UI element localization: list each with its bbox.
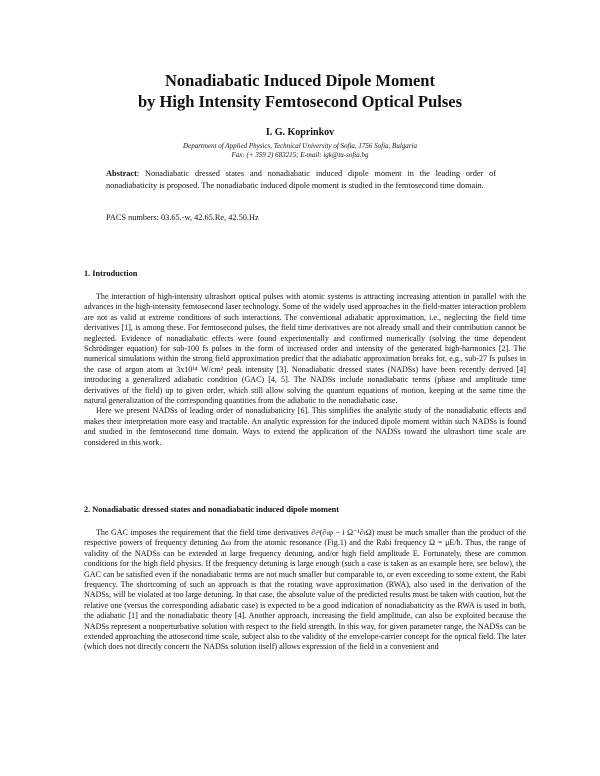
section-1-heading: 1. Introduction [84,269,138,278]
abstract [106,168,496,191]
section-2-heading: 2. Nonadiabatic dressed states and nonadiabatic induced dipole moment [84,505,340,514]
section-1-paragraph-1: The interaction of high-intensity ultrashort optical pulses with atomic systems is attracting increasing attention in parallel with the advances in the high-intensity femtosecond laser technology. Some of the widely used approaches in the field-matter interaction problem are not as valid at extreme conditions of such interactions. The conventional adiabatic approximation, i.e., neglecting the field time derivatives [1], is among these. For femtosecond pulses, the field time derivatives are not already small and their contribution cannot be neglected. Evidence of nonadiabatic effects were found experimentally and confirmed numerically (solving the time dependent Schrödinger equation) for sub-100 fs pulses in the form of increased order and intensity of the generated high-harmonics [2]. The numerical simulations within the strong field approximation predict that the adiabatic approximation breaks for, e.g., sub-27 fs pulses in the case of argon atom at 3x10¹⁴ W/cm² peak intensity [3]. Nonadiabatic dressed states (NADSs) have been recently derived [4] introducing a generalized adiabatic condition (GAC) [4, 5]. The NADSs include nonadiabatic terms (phase and amplitude time derivatives of the field) up to given order, which still allow solving the quantum equations of motion, keeping at the same time the natural generalization of the corresponding quantities from the adiabatic to the nonadiabatic case. [84,292,526,406]
pacs-numbers: PACS numbers: 03.65.-w, 42.65.Re, 42.50.Hz [106,213,259,222]
contact-line: Fax: (+ 359 2) 683215; E-mail: igk@tu-sofia.bg [231,151,369,159]
author-affiliation [0,142,600,160]
section-1-body [84,292,526,448]
abstract-label: Abstract [106,169,137,178]
title-line-1: Nonadiabatic Induced Dipole Moment [165,71,435,90]
title-line-2: by High Intensity Femtosecond Optical Pulses [137,92,463,111]
author-name: I. G. Koprinkov [265,127,335,138]
section-1-paragraph-2: Here we present NADSs of leading order of nonadiabaticity [6]. This simplifies the analytic study of the nonadiabatic effects and makes their interpretation more easy and tractable. An analytic expression for the induced dipole moment within such NADSs is found and studied in the femtosecond time domain. Ways to extend the application of the NADSs toward the ultrashort time scale are considered in this work. [84,406,526,447]
section-2-paragraph-1: The GAC imposes the requirement that the field time derivatives ∂ₜⁿ(∂ₜφ − i Ω⁻¹∂ₜΩ) must be much smaller than the product of the respective powers of frequency detuning Δω from the atomic resonance (Fig.1) and the Rabi frequency Ω = μE/ħ. Thus, the range of validity of the NADSs can be extended at large frequency detuning, and/or high field amplitude E. Fortunately, these are common conditions for the high field physics. If the frequency detuning is large enough (such a case is taken as an example here, see below), the GAC can be satisfied even if the nonadiabatic terms are not much smaller but comparable to, or even exceeding to some extent, the Rabi frequency. The shortcoming of such an approach is that the rotating wave approximation (RWA), also used in the derivation of the NADSs, will be violated at too large detuning. In that case, the absolute value of the predicted results must be taken with caution, but the relative one (versus the corresponding adiabatic case) is expected to be a good indication of nonadiabaticity as the RWA is used in both, the adiabatic [1] and the nonadiabatic theory [4]. Another approach, increasing the field amplitude, can also be exploited because the NADSs represent a nonperturbative solution with respect to the field strength. In this way, for given parameter range, the NADSs can be extended approaching the attosecond time scale, subject also to the validity of the envelope-carrier concept for the optical field. The later (which does not directly concern the NADSs solution itself) allows expression of the field in a convenient and [84,528,526,652]
section-2-body [84,528,526,653]
affiliation-line: Department of Applied Physics, Technical University of Sofia, 1756 Sofia, Bulgaria [183,142,417,150]
abstract-text: : Nonadiabatic dressed states and nonadiabatic induced dipole moment in the leading order of nonadiabaticity is proposed. The nonadiabatic induced dipole moment is studied in the femtosecond time domain. [106,169,496,190]
paper-title [0,70,600,112]
